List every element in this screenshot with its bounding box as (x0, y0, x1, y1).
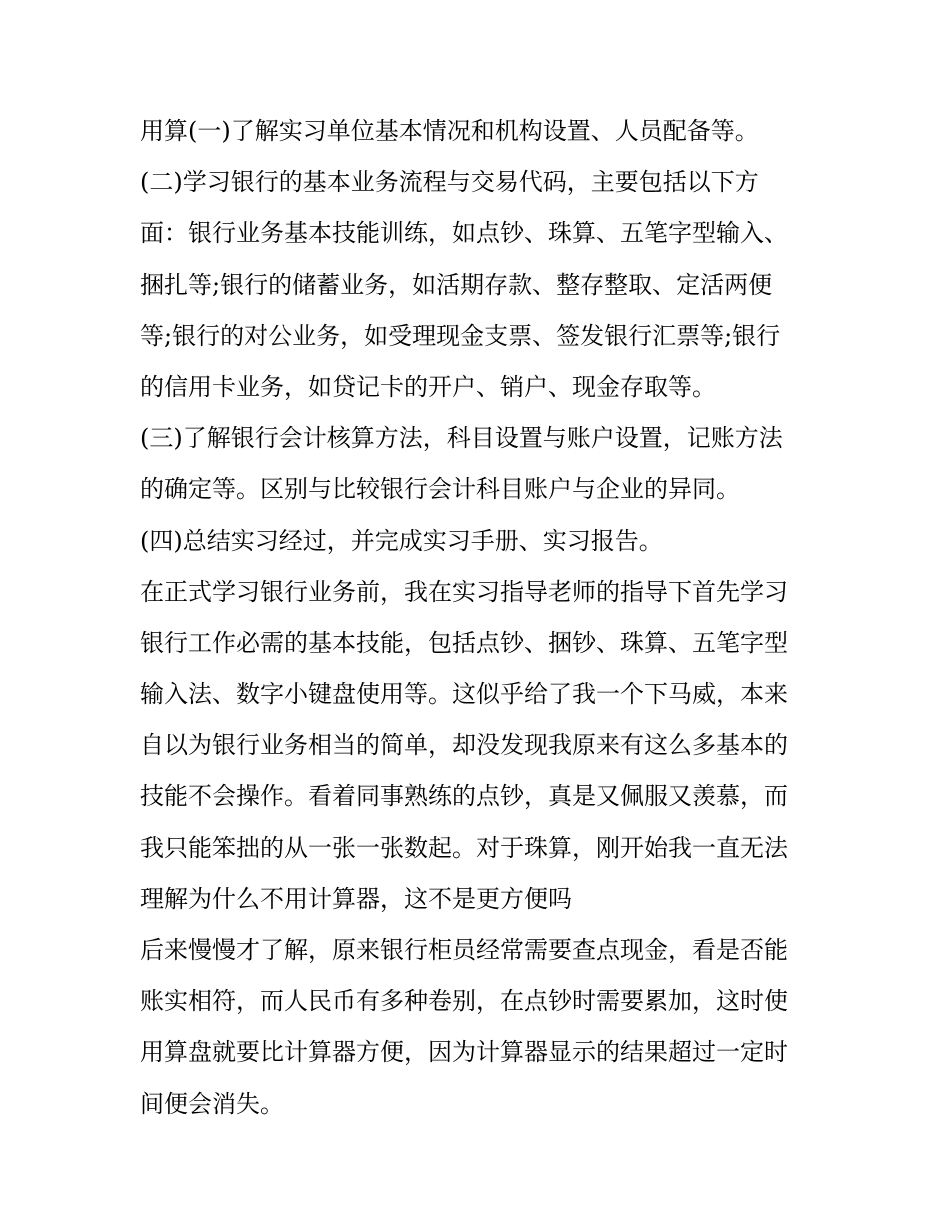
text-line: (四)总结实习经过，并完成实习手册、实习报告。 (140, 526, 663, 555)
text-line: 技能不会操作。看着同事熟练的点钞，真是又佩服又羡慕，而 (140, 782, 788, 811)
text-line: 账实相符，而人民币有多种卷别，在点钞时需要累加，这时使 (140, 987, 788, 1016)
text-line: 的确定等。区别与比较银行会计科目账户与企业的异同。 (140, 475, 740, 504)
body-text (140, 106, 820, 1130)
text-line: 银行工作必需的基本技能，包括点钞、捆钞、珠算、五笔字型 (140, 628, 788, 657)
text-line: 面：银行业务基本技能训练，如点钞、珠算、五笔字型输入、 (140, 219, 788, 248)
text-line: (二)学习银行的基本业务流程与交易代码，主要包括以下方 (140, 168, 759, 197)
text-line: 在正式学习银行业务前，我在实习指导老师的指导下首先学习 (140, 577, 788, 606)
text-line: 输入法、数字小键盘使用等。这似乎给了我一个下马威，本来 (140, 680, 788, 709)
text-line: 用算(一)了解实习单位基本情况和机构设置、人员配备等。 (140, 117, 759, 145)
text-line: 等;银行的对公业务，如受理现金支票、签发银行汇票等;银行 (140, 321, 781, 350)
text-line: 捆扎等;银行的储蓄业务，如活期存款、整存整取、定活两便 (140, 270, 773, 299)
text-line: 我只能笨拙的从一张一张数起。对于珠算，刚开始我一直无法 (140, 833, 788, 862)
text-line: 用算盘就要比计算器方便，因为计算器显示的结果超过一定时 (140, 1038, 788, 1067)
text-line: 间便会消失。 (140, 1089, 284, 1118)
text-line: 的信用卡业务，如贷记卡的开户、销户、现金存取等。 (140, 372, 716, 401)
text-line: 自以为银行业务相当的简单，却没发现我原来有这么多基本的 (140, 731, 788, 760)
text-line: (三)了解银行会计核算方法，科目设置与账户设置，记账方法 (140, 424, 783, 453)
text-line: 理解为什么不用计算器，这不是更方便吗 (140, 884, 572, 913)
text-line: 后来慢慢才了解，原来银行柜员经常需要查点现金，看是否能 (140, 936, 788, 964)
